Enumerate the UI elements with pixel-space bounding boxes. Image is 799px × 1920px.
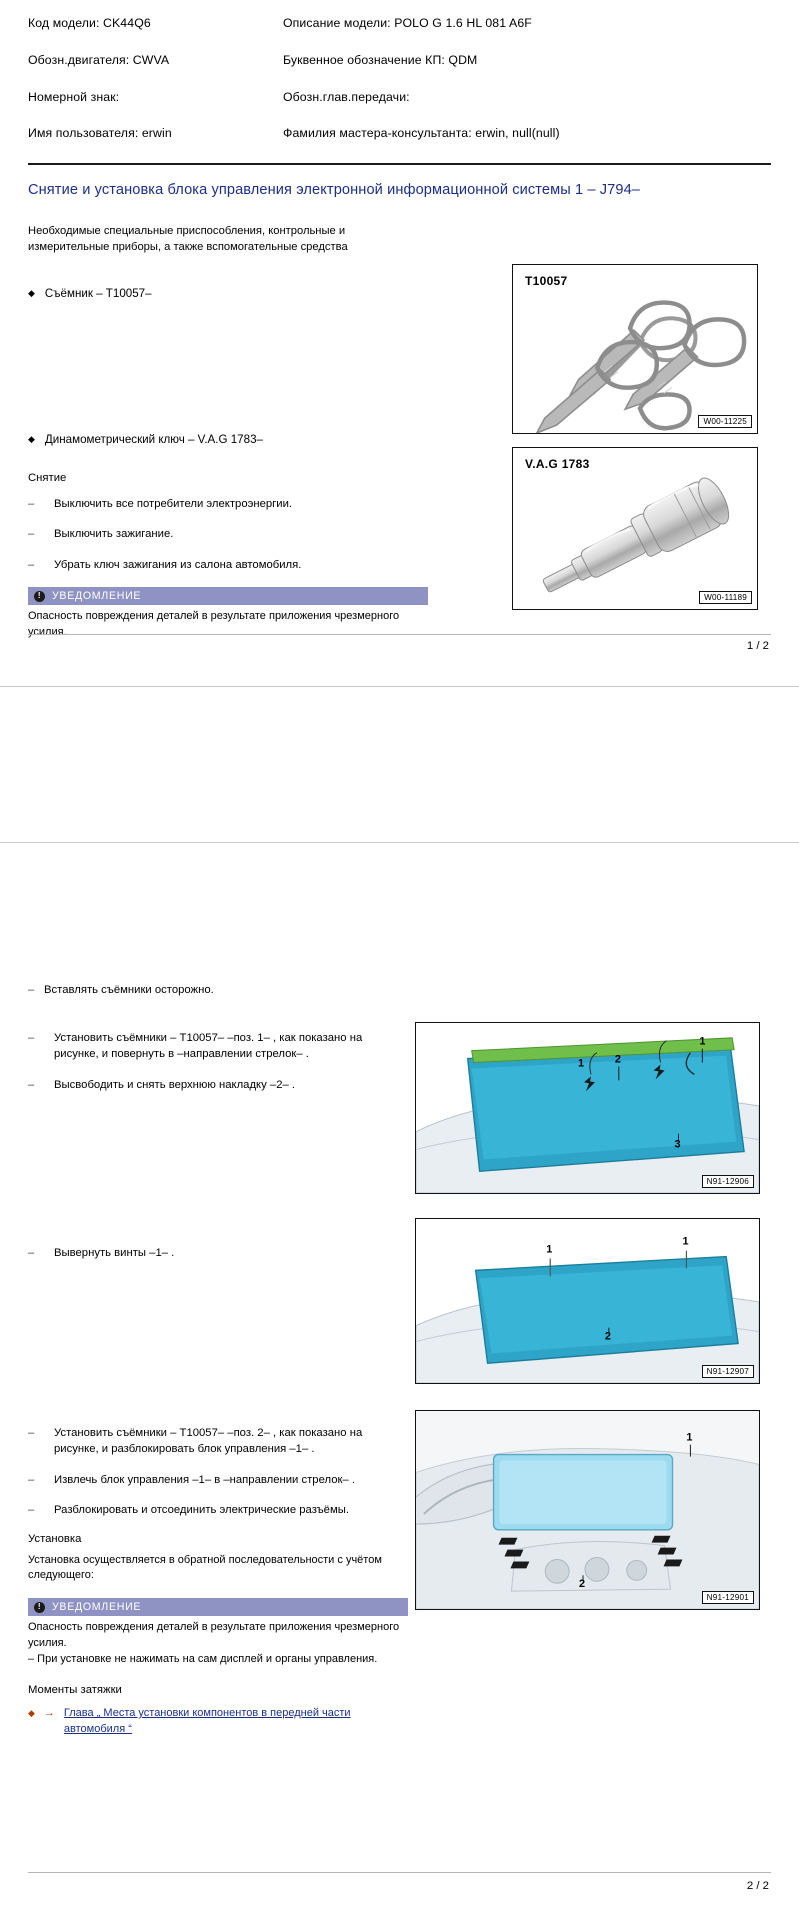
step-text: Выключить все потребители электроэнергии.	[54, 498, 293, 511]
callout-1b: 1	[682, 1235, 689, 1248]
dash-bullet-icon: –	[28, 984, 35, 996]
notice-extra: – При установке не нажимать на сам дисплей и органы управления.	[28, 1653, 378, 1666]
step-text: Вставлять съёмники осторожно.	[44, 984, 214, 996]
figure-code: W00-11225	[698, 415, 752, 428]
list-item	[28, 982, 408, 998]
figure-n91-12907	[415, 1218, 760, 1384]
document-meta-header	[28, 0, 771, 141]
step-text: Извлечь блок управления –1– в –направлении стрелок– .	[54, 1473, 355, 1486]
page-footer-divider	[28, 634, 771, 635]
installation-text: Установка осуществляется в обратной последовательности с учётом следующего:	[28, 1553, 382, 1582]
dash-bullet-icon: –	[28, 1032, 35, 1044]
dash-bullet-icon: –	[28, 1078, 35, 1091]
figure-code: W00-11189	[699, 591, 752, 604]
meta-row	[28, 53, 771, 68]
meta-row	[28, 126, 771, 141]
page-break-bottom	[0, 842, 799, 843]
dash-bullet-icon: –	[28, 498, 35, 511]
step-text: Выключить зажигание.	[54, 528, 174, 541]
step-list	[28, 1245, 408, 1261]
figure-code: N91-12906	[702, 1175, 754, 1188]
step-text: Установить съёмники – T10057– –поз. 2– , как показано на рисунке, и разблокировать блок управления –1– .	[54, 1427, 363, 1456]
torque-heading: Моменты затяжки	[28, 1684, 122, 1697]
figure-n91-12901	[415, 1410, 760, 1610]
list-item	[28, 1472, 408, 1488]
step-text: Разблокировать и отсоединить электрические разъёмы.	[54, 1504, 349, 1517]
diamond-bullet-icon: ◆	[28, 433, 35, 444]
tool-puller-illustration	[513, 265, 757, 433]
step-list	[28, 1425, 408, 1519]
notice-title: УВЕДОМЛЕНИЕ	[52, 590, 142, 603]
page-title: Снятие и установка блока управления электронной информационной системы 1 – J794–	[28, 182, 641, 198]
callout-2: 2	[614, 1053, 621, 1066]
callout-2: 2	[579, 1578, 586, 1591]
step-text: Установить съёмники – T10057– –поз. 1– , как показано на рисунке, и повернуть в –направлении стрелок– .	[54, 1032, 363, 1061]
figure-n91-12906	[415, 1022, 760, 1194]
meta-row	[28, 16, 771, 31]
dash-bullet-icon: –	[28, 1247, 35, 1259]
license-plate: Номерной знак:	[28, 89, 120, 104]
step-text: Убрать ключ зажигания из салона автомобиля.	[54, 558, 302, 571]
dashboard-screws-illustration	[416, 1219, 759, 1383]
page2-step-group-3	[28, 1425, 408, 1738]
installation-section	[28, 1533, 408, 1739]
intro-text: Необходимые специальные приспособления, контрольные и измерительные приборы, а также вспомогательные средства	[28, 225, 348, 254]
notice-title: УВЕДОМЛЕНИЕ	[52, 1601, 142, 1614]
meta-row	[28, 90, 771, 105]
removal-heading: Снятие	[28, 472, 67, 485]
callout-1b: 1	[699, 1035, 706, 1048]
header-divider	[28, 163, 771, 165]
page2-lead-step	[28, 982, 408, 998]
arrow-right-icon: →	[43, 1707, 55, 1720]
callout-1: 1	[546, 1243, 553, 1256]
figure-code: N91-12907	[702, 1365, 754, 1378]
figure-vag1783	[512, 447, 758, 610]
final-drive-code: Обозн.глав.передачи:	[283, 89, 410, 104]
list-item	[28, 557, 428, 573]
callout-1: 1	[578, 1057, 585, 1070]
step-list	[28, 1030, 408, 1093]
engine-code: Обозн.двигателя: CWVA	[28, 52, 170, 67]
figure-t10057	[512, 264, 758, 434]
dash-bullet-icon: –	[28, 1473, 35, 1486]
list-item	[28, 1425, 408, 1458]
page-number-1: 1 / 2	[746, 640, 769, 652]
list-item	[28, 1077, 408, 1093]
page2-footer-divider	[28, 1872, 771, 1873]
figure-label: T10057	[525, 274, 568, 288]
user-name: Имя пользователя: erwin	[28, 126, 172, 141]
figure-code: N91-12901	[702, 1591, 754, 1604]
torque-wrench-illustration	[513, 448, 757, 609]
removal-section	[28, 472, 428, 641]
callout-2: 2	[604, 1330, 611, 1343]
exclamation-icon: !	[34, 1602, 45, 1613]
model-description: Описание модели: POLO G 1.6 HL 081 A6F	[283, 16, 532, 30]
diamond-bullet-icon: ◆	[28, 287, 35, 298]
list-item	[28, 496, 428, 512]
installation-heading: Установка	[28, 1532, 82, 1545]
list-item	[28, 1245, 408, 1261]
page2-step-group-2	[28, 1245, 408, 1275]
step-text: Вывернуть винты –1– .	[54, 1247, 175, 1259]
page-break-top	[0, 686, 799, 687]
removal-step-list	[28, 496, 428, 573]
control-unit-extraction-illustration	[416, 1411, 759, 1609]
dash-bullet-icon: –	[28, 1504, 35, 1517]
exclamation-icon: !	[34, 591, 45, 602]
chapter-reference-link[interactable]	[28, 1706, 408, 1738]
tool-label: Съёмник – T10057–	[44, 286, 152, 300]
list-item	[28, 526, 428, 542]
callout-1: 1	[686, 1431, 693, 1444]
notice-header	[28, 587, 428, 605]
dashboard-trim-removal-illustration	[416, 1023, 759, 1193]
step-text: Высвободить и снять верхнюю накладку –2– .	[54, 1078, 296, 1091]
dash-bullet-icon: –	[28, 528, 35, 541]
tool-item-vag1783	[28, 432, 771, 448]
diamond-bullet-icon: ◆	[28, 1708, 35, 1719]
service-advisor-name: Фамилия мастера-консультанта: erwin, null(null)	[283, 126, 560, 141]
notice-box-2	[28, 1598, 408, 1668]
dash-bullet-icon: –	[28, 558, 35, 571]
list-item	[28, 1030, 408, 1063]
notice-body: Опасность повреждения деталей в результате приложения чрезмерного усилия.	[28, 610, 400, 639]
gearbox-code: Буквенное обозначение КП: QDM	[283, 52, 478, 67]
page-number-2: 2 / 2	[746, 1880, 769, 1892]
notice-box	[28, 587, 428, 641]
dash-bullet-icon: –	[28, 1427, 35, 1439]
model-code: Код модели: CK44Q6	[28, 16, 151, 30]
list-item	[28, 1502, 408, 1518]
callout-3: 3	[674, 1138, 681, 1151]
bullet-row	[28, 432, 771, 448]
notice-header	[28, 1598, 408, 1616]
figure-label: V.A.G 1783	[525, 457, 590, 471]
tool-label: Динамометрический ключ – V.A.G 1783–	[44, 432, 263, 446]
notice-body: Опасность повреждения деталей в результате приложения чрезмерного усилия.	[28, 1621, 400, 1650]
page2-step-group-1	[28, 1030, 408, 1107]
chapter-link-text[interactable]: Глава „ Места установки компонентов в передней части автомобиля “	[63, 1707, 351, 1736]
